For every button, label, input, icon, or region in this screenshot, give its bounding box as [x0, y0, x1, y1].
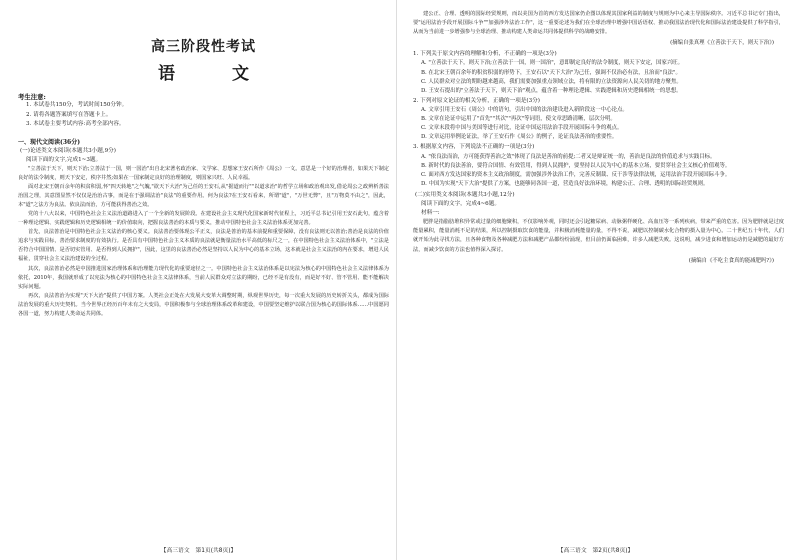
- part-heading: (一)论述类文本阅读(本题共3小题,9分): [20, 147, 116, 154]
- left-column: [18, 10, 389, 540]
- passage-paragraph: 肥胖是指脂肪堆积异常或过量的细胞聚积，不仅影响外观，同时还会引起糖尿病、动脉粥样硬化、高血压等一系列疾病，带来严重的危害。因为肥胖就是过度能量累积，能量消耗不足的结果，所以控制摄取饮食的能量，并积极消耗能量的量，不得不说，减肥以控制碳水化合物的摄入量为中心。二十世纪五十年代，人们就开始为此寻找方法，且各种食物及各种减肥方法和减肥产品都纷纷涌现，但目前仍面临困难，许多人减肥失败。这说明，减少进食和增加运动仍是减肥的最好方法，而减少饮食的方法也值得深入探讨。: [413, 219, 784, 253]
- subject-title: 语 文: [158, 64, 269, 84]
- answer-option: C. 面对西方发达国家的资本主义政治制度，需加强涉外法治工作，完善反制裁、反干涉等法律法规，运用法治手段开展国际斗争。: [421, 171, 731, 178]
- answer-option: A. 文章引用王安石《周公》中的语句，引出中国的法治建设进入新阶段这一中心论点。: [421, 107, 628, 114]
- question: 2. 下列对原文论证的相关分析，正确的一项是(3分): [413, 97, 540, 104]
- notice-item: 3. 本试卷主要考试内容:高考全部内容。: [26, 121, 125, 127]
- section-heading: 一、现代文阅读(36分): [18, 138, 81, 146]
- passage-paragraph: 面对北宋王朝百余年的积贫积弱,怀"四天转地"之气魄,"欲天下大治"为己任的王安石,从"据道而行""以道求治"的哲学立场和政治观出发,借论周公之政辨析善法治国之理，其意图显然不仅仅是治治古事，而是在于强调法治"良法"的重要作用。何为良法?在王安石看来，所谓"道"，"万世无弊"，且"万物莫不由之"，因此，本"道"之法方为良法。依良法而治，方可能获得善治之效。: [18, 183, 389, 208]
- answer-option: D. 文章运用举例论证法，举了王安石作《周公》的例子，论证良法善治的重要性。: [421, 134, 618, 141]
- question: 1. 下列关于原文内容的理解和分析，不正确的一项是(3分): [413, 51, 557, 58]
- source-citation: (摘编自张真理《立善法于天下，则天下治》): [670, 40, 774, 47]
- page-footer: 【高三语文 第2页(共8页)】: [557, 548, 634, 554]
- instruction: 阅读下面的文字，完成4~6题。: [421, 201, 500, 208]
- answer-option: A. "依良法而治，方可能获得善治之效"体现了良法是善治的前提;二者又是辩证统一的，善治是良法的价值追求与实践目标。: [421, 153, 716, 160]
- right-column: [413, 10, 784, 540]
- passage-paragraph: 再次，良法善治为实现"天下大治"提供了中国方案。人类社会正处在大发展大变革大调整时期，纵观世界历史，每一次重大发展的历史转折关头，都成为国际法治发展的重大历史契机。当今世界正经历百年未有之大变局，中国积极参与全球治理体系改革和建设，中国要坚定维护以联合国为核心的国际体系……中国愿同各国一道，努力构建人类命运共同体。: [18, 292, 389, 317]
- passage-paragraph: 党的十八大以来，中国特色社会主义法治道路进入了一个全新的发展阶段。在建设社会主义现代化国家新时代征程上，习近平总书记引用王安石此句，蕴含着一种理论逻辑、实践逻辑和历史逻辑相统一的价值取向，把握良法善治的本质与要义，推动中国特色社会主义法治体系更加完善。: [18, 210, 389, 227]
- instruction: 阅读下面的文字,完成1~3题。: [26, 156, 102, 163]
- source-citation: (摘编自《不吃主食真的能减肥吗?》): [688, 257, 774, 264]
- answer-option: A. "立善法于天下，则天下治;立善法于一国，则一国治"，意即制定良好的法令制度，则天下安定，国家兴旺。: [421, 60, 684, 67]
- answer-option: C. 文章末段将中国与美国等进行对比，论证中国运用法治手段开展国际斗争的观点。: [421, 125, 623, 132]
- question: 3. 根据原文内容，下列说法不正确的一项是(3分): [413, 144, 535, 151]
- answer-option: B. 在北宋王朝百余年的积贫积弱的形势下，王安石以"天下大治"为己任，强调不仅治必有法，且治而"良法"。: [421, 69, 681, 76]
- answer-option: B. 文章在论证中运用了"首先""其次""再次"等词语，使文章思路清晰，层次分明。: [421, 116, 616, 123]
- notice-heading: 考生注意:: [18, 93, 46, 101]
- answer-option: C. 人民群众对立法的期盼越来越高，我们需要加强重点领域立法，将有限的立法资源向人民关切的地方聚焦。: [421, 78, 682, 85]
- passage-paragraph: 其次，良法善治必然是中国推进国家治理体系和治理能力现代化的重要途径之一。中国特色社会主义法治体系是以宪法为核心的中国特色社会主义法律体系为依托，2010年，我国就形成了以宪法为核心的中国特色社会主义法律体系，当前人民群众对立法的期盼，已经不是有没有，而是好不好、管不管用、能不能解决实际问题。: [18, 265, 389, 290]
- passage-paragraph: "立善法于天下，则天下治;立善法于一国，则一国治"出自北宋著名政治家、文学家、思想家王安石所作《周公》一文。意思是一个好的治理者，如果天下制定良好的法令制度，则天下安定，秩序井然;如果在一国家制定良好的治理制度，则国家兴旺、人民幸福。: [18, 165, 389, 181]
- answer-option: D. 中国为实现"天下大治"提供了方案，也能够同各国一道，营造良好法治环境，构建公正、合理、透明的国际经贸规则。: [421, 180, 709, 187]
- part-heading: (二)实用类文本阅读(本题共3小题,12分): [415, 192, 515, 199]
- passage-paragraph: 建公正、合理、透明的国际经贸规则，而以美国为首的西方发达国家仍企图以体现其国家利益的制度与规则为中心来主导国际秩序。习近平总书记专门指出，要"运用法治手段开展国际斗争""加强涉外法治工作"，这一重要论述为我们在全球治理中增强中国话语权、推动我国法治现代化和国际法治建设提供了科学指引，从而为当前进一步增强参与全球治理、推动构建人类命运共同体提供科学的战略安排。: [413, 11, 784, 36]
- notice-item: 2. 请将各题答案填写在答题卡上。: [26, 111, 112, 118]
- page-footer: 【高三语文 第1页(共8页)】: [160, 548, 237, 554]
- notice-item: 1. 本试卷共150分，考试时间150分钟。: [26, 102, 128, 108]
- passage-paragraph: 首先，良法善治是中国特色社会主义法治的核心要义。良法善治要体现公平正义，良法是善治的基本前提和重要保障，没有良法则无以善治;善治是良法的价值追求与实践目标，善治要求制度的有效执行。是否具有中国特色社会主义本质的良法就是衡量法治水平高低的标尺之一，在中国特色社会主义法治体系中，"立法是否符合中国国情、是否切实管用、是否得到人民拥护"，因此，这里的良法善治必然是坚持以人民为中心的基本立场，这本就是社会主义法治的内在要求，增进人民福祉，贯穿社会主义法治建设的全过程。: [18, 229, 389, 263]
- material-label: 材料一:: [421, 210, 440, 217]
- answer-option: D. 王安石提出的"立善法于天下，则天下治"观点，蕴含着一种理论逻辑、实践逻辑和历史逻辑相统一的思想。: [421, 87, 682, 94]
- exam-title: 高三阶段性考试: [151, 39, 256, 55]
- page-right: [397, 0, 794, 560]
- answer-option: B. 新时代的良法善治，要符合国情、有效管用，得到人民拥护，要坚持以人民为中心的基本立场，要贯穿社会主义核心价值观等。: [421, 162, 731, 169]
